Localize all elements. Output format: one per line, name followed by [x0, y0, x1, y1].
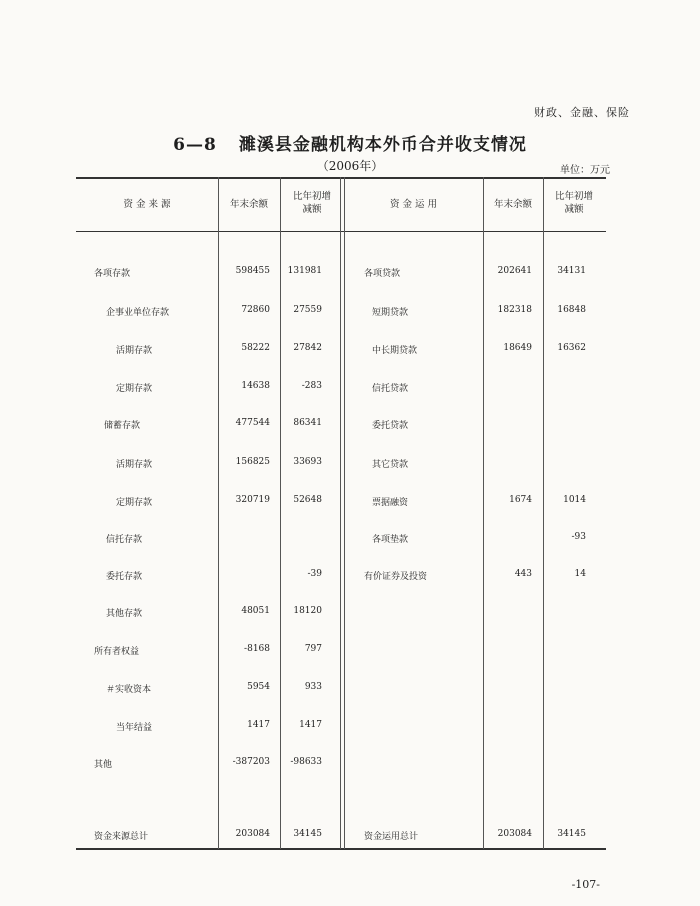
source-change: -98633 [290, 757, 322, 767]
source-change: 797 [304, 644, 322, 654]
source-label: 企事业单位存款 [106, 308, 170, 318]
source-label: 各项存款 [94, 269, 131, 279]
source-label: 活期存款 [116, 346, 153, 356]
use-label: 有价证券及投资 [364, 572, 428, 582]
source-balance: 156825 [235, 457, 270, 467]
source-balance: 5954 [247, 682, 270, 692]
table-year: （2006年） [316, 159, 384, 173]
source-label: 其他 [94, 760, 113, 770]
source-balance: 1417 [247, 720, 270, 730]
use-label: 各项贷款 [364, 269, 401, 279]
center-divider [340, 177, 341, 849]
source-change: 1417 [299, 720, 322, 730]
source-balance: 14638 [241, 381, 270, 391]
source-change: 18120 [293, 606, 322, 616]
use-change: 34131 [557, 266, 586, 276]
use-label: 信托贷款 [372, 384, 409, 394]
title-text: 濉溪县金融机构本外币合并收支情况 [238, 135, 527, 155]
table-bottom-rule [76, 848, 606, 850]
source-total-change: 34145 [293, 829, 322, 839]
use-label: 委托贷款 [372, 421, 409, 431]
col-divider [218, 177, 219, 849]
source-balance: 48051 [241, 606, 270, 616]
header-source: 资 金 来 源 [123, 199, 171, 210]
page-number: -107- [571, 878, 600, 891]
use-label: 其它贷款 [372, 460, 409, 470]
header-source-change: 比年初增减额 [292, 191, 331, 215]
use-change: 14 [574, 569, 586, 579]
source-change: 131981 [287, 266, 322, 276]
use-change: 16362 [557, 343, 586, 353]
use-change: 1014 [563, 495, 586, 505]
source-balance: -8168 [244, 644, 270, 654]
use-label: 中长期贷款 [372, 346, 418, 356]
source-label: 其他存款 [106, 609, 143, 619]
header-bottom-rule [76, 231, 606, 232]
header-use-change: 比年初增减额 [554, 191, 593, 215]
center-divider [344, 177, 345, 849]
use-balance: 182318 [497, 305, 532, 315]
source-balance: 72860 [241, 305, 270, 315]
source-change: 933 [304, 682, 322, 692]
table-top-rule [76, 177, 606, 179]
source-change: 27842 [293, 343, 322, 353]
source-balance: 58222 [241, 343, 270, 353]
source-label: 活期存款 [116, 460, 153, 470]
source-label: 储蓄存款 [104, 421, 141, 431]
source-change: -283 [301, 381, 322, 391]
source-change: 27559 [293, 305, 322, 315]
table-title [0, 130, 700, 155]
source-change: 86341 [293, 418, 322, 428]
header-use-balance: 年末余额 [493, 199, 532, 210]
section-header: 财政、金融、保险 [534, 106, 630, 119]
source-balance: 320719 [235, 495, 270, 505]
use-balance: 18649 [503, 343, 532, 353]
source-balance: -387203 [232, 757, 270, 767]
source-total-balance: 203084 [235, 829, 270, 839]
use-label: 票据融资 [372, 498, 409, 508]
source-label: 定期存款 [116, 384, 153, 394]
use-change: 16848 [557, 305, 586, 315]
col-divider [543, 177, 544, 849]
use-total-label: 资金运用总计 [364, 832, 419, 842]
col-divider [483, 177, 484, 849]
source-label: 所有者权益 [94, 647, 140, 657]
use-change: -93 [571, 532, 586, 542]
use-total-balance: 203084 [497, 829, 532, 839]
source-label: 委托存款 [106, 572, 143, 582]
use-balance: 443 [514, 569, 532, 579]
unit-label: 单位：万元 [560, 165, 610, 176]
source-balance: 598455 [235, 266, 270, 276]
source-label: 当年结益 [116, 723, 153, 733]
source-balance: 477544 [235, 418, 270, 428]
use-balance: 1674 [509, 495, 532, 505]
source-label: ＃实收资本 [106, 685, 152, 695]
source-label: 信托存款 [106, 535, 143, 545]
col-divider [280, 177, 281, 849]
source-change: 33693 [293, 457, 322, 467]
source-label: 定期存款 [116, 498, 153, 508]
source-change: -39 [307, 569, 322, 579]
table-number: 6—8 [173, 135, 217, 155]
use-balance: 202641 [497, 266, 532, 276]
source-total-label: 资金来源总计 [94, 832, 149, 842]
use-label: 各项垫款 [372, 535, 409, 545]
header-source-balance: 年末余额 [229, 199, 268, 210]
source-change: 52648 [293, 495, 322, 505]
use-label: 短期贷款 [372, 308, 409, 318]
use-total-change: 34145 [557, 829, 586, 839]
header-use: 资 金 运 用 [389, 199, 438, 210]
